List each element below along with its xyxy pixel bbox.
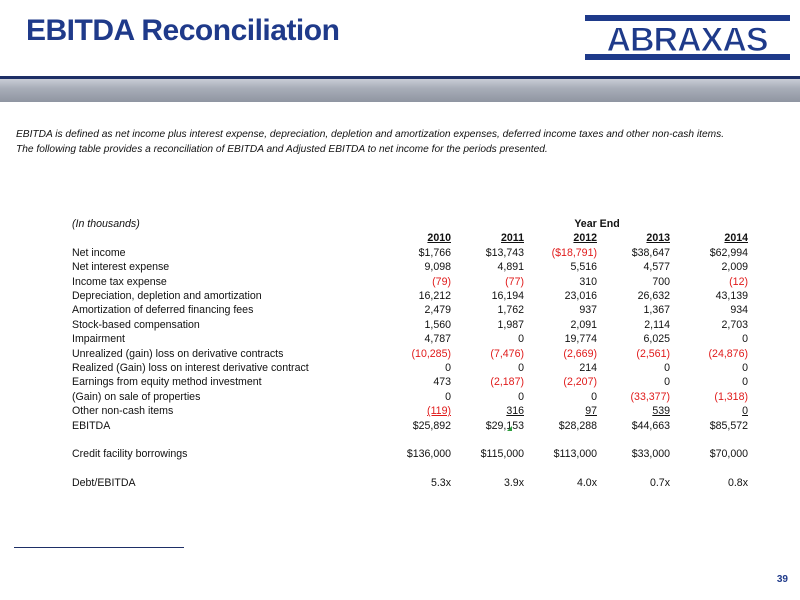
cell-value: $25,892 bbox=[412, 419, 451, 432]
year-header: 2013 bbox=[646, 232, 670, 245]
cell-value: 2,479 bbox=[424, 304, 451, 317]
cell-value: 316 bbox=[506, 405, 524, 418]
row-label: Realized (Gain) loss on interest derivative contract bbox=[72, 362, 309, 375]
cell-value: (10,285) bbox=[411, 347, 451, 360]
table-row bbox=[64, 390, 748, 404]
table-row bbox=[64, 260, 748, 274]
year-header: 2010 bbox=[427, 232, 451, 245]
cell-value: 6,025 bbox=[643, 333, 670, 346]
cell-value: $85,572 bbox=[709, 419, 748, 432]
cell-value: 4,577 bbox=[643, 261, 670, 274]
table-row bbox=[64, 289, 748, 303]
row-label: Credit facility borrowings bbox=[72, 448, 188, 461]
row-label: Income tax expense bbox=[72, 275, 167, 288]
cell-value: 1,367 bbox=[643, 304, 670, 317]
year-header-row bbox=[64, 231, 748, 245]
logo-text: ABRAXAS bbox=[606, 21, 768, 59]
cell-value: 2,703 bbox=[721, 318, 748, 331]
cell-value: $62,994 bbox=[709, 246, 748, 259]
cell-value: 97 bbox=[585, 405, 597, 418]
cell-value: 0 bbox=[664, 362, 670, 375]
cell-value: $1,766 bbox=[418, 246, 451, 259]
cell-value: 0 bbox=[518, 333, 524, 346]
cell-value: (77) bbox=[505, 275, 524, 288]
cell-value: 937 bbox=[579, 304, 597, 317]
row-label: Impairment bbox=[72, 333, 125, 346]
row-label: Other non-cash items bbox=[72, 405, 174, 418]
cell-value: $13,743 bbox=[485, 246, 524, 259]
cell-value: 0 bbox=[742, 333, 748, 346]
cell-value: $33,000 bbox=[631, 448, 670, 461]
cell-value: $29,153 bbox=[485, 419, 524, 432]
row-label: Net income bbox=[72, 246, 126, 259]
cell-value: 2,091 bbox=[570, 318, 597, 331]
page-title: EBITDA Reconciliation bbox=[26, 14, 340, 47]
cell-value: $136,000 bbox=[406, 448, 451, 461]
cell-value: 0.8x bbox=[727, 477, 748, 490]
cell-value: (33,377) bbox=[630, 390, 670, 403]
cell-value: (2,561) bbox=[636, 347, 670, 360]
cell-value: 16,194 bbox=[491, 290, 524, 303]
cell-value: 9,098 bbox=[424, 261, 451, 274]
cell-value: 0 bbox=[742, 405, 748, 418]
cell-value: 0 bbox=[518, 390, 524, 403]
table-row bbox=[64, 246, 748, 260]
cell-value: 473 bbox=[433, 376, 451, 389]
cell-value: 5.3x bbox=[430, 477, 451, 490]
spacer-row bbox=[64, 433, 748, 447]
cell-value: (2,187) bbox=[490, 376, 524, 389]
year-header: 2014 bbox=[724, 232, 748, 245]
cell-value: 19,774 bbox=[564, 333, 597, 346]
cell-value: $115,000 bbox=[480, 448, 524, 461]
table-row bbox=[64, 404, 748, 418]
cell-value: 23,016 bbox=[564, 290, 597, 303]
cell-value: (12) bbox=[729, 275, 748, 288]
cell-value: 16,212 bbox=[418, 290, 451, 303]
cell-value: 2,114 bbox=[644, 318, 670, 331]
cell-value: $38,647 bbox=[631, 246, 670, 259]
intro-line-2: The following table provides a reconciliation of EBITDA and Adjusted EBITDA to net income for the periods presented. bbox=[16, 144, 548, 155]
table-header-row bbox=[64, 217, 748, 231]
cell-value: 4.0x bbox=[576, 477, 597, 490]
row-label: Debt/EBITDA bbox=[72, 477, 136, 490]
table-row bbox=[64, 419, 748, 433]
cell-value: 2,009 bbox=[721, 261, 748, 274]
year-end-header: Year End bbox=[574, 218, 620, 230]
table-row bbox=[64, 318, 748, 332]
cell-value: 5,516 bbox=[570, 261, 597, 274]
cell-value: 26,632 bbox=[637, 290, 670, 303]
row-label: Depreciation, depletion and amortization bbox=[72, 290, 262, 303]
row-label: (Gain) on sale of properties bbox=[72, 390, 201, 403]
cell-value: 0 bbox=[591, 390, 597, 403]
cell-value: 0 bbox=[445, 390, 451, 403]
intro-line-1: EBITDA is defined as net income plus interest expense, depreciation, depletion and amortization expenses, deferred income taxes and other non-cash items. bbox=[16, 129, 725, 140]
header-band bbox=[0, 76, 800, 102]
cell-value: 539 bbox=[652, 405, 670, 418]
footnote-divider bbox=[14, 547, 184, 548]
abraxas-logo bbox=[585, 12, 790, 62]
row-label: Stock-based compensation bbox=[72, 318, 200, 331]
cell-value: 4,787 bbox=[424, 333, 451, 346]
page-number: 39 bbox=[776, 574, 788, 585]
cell-value: (79) bbox=[432, 275, 451, 288]
cell-value: 214 bbox=[579, 362, 597, 375]
row-label: EBITDA bbox=[72, 419, 111, 432]
row-label: Amortization of deferred financing fees bbox=[72, 304, 254, 317]
cell-value: 1,987 bbox=[497, 318, 524, 331]
cell-value: 310 bbox=[579, 275, 597, 288]
table-row bbox=[64, 361, 748, 375]
debt-ebitda-row bbox=[64, 476, 748, 490]
cell-value: $28,288 bbox=[558, 419, 597, 432]
cell-value: 700 bbox=[652, 275, 670, 288]
cell-value: $44,663 bbox=[631, 419, 670, 432]
cell-value: 3.9x bbox=[503, 477, 524, 490]
comment-marker bbox=[507, 426, 512, 431]
cell-value: 1,762 bbox=[497, 304, 524, 317]
row-label: Earnings from equity method investment bbox=[72, 376, 262, 389]
cell-value: 4,891 bbox=[497, 261, 524, 274]
cell-value: (2,207) bbox=[563, 376, 597, 389]
row-label: Unrealized (gain) loss on derivative contracts bbox=[72, 347, 284, 360]
cell-value: 934 bbox=[730, 304, 748, 317]
year-header: 2012 bbox=[573, 232, 597, 245]
table-row bbox=[64, 303, 748, 317]
table-row bbox=[64, 375, 748, 389]
cell-value: (119) bbox=[427, 405, 451, 418]
year-header: 2011 bbox=[501, 232, 524, 245]
cell-value: 43,139 bbox=[715, 290, 748, 303]
cell-value: (24,876) bbox=[708, 347, 748, 360]
cell-value: $113,000 bbox=[553, 448, 597, 461]
credit-borrowings-row bbox=[64, 447, 748, 461]
spacer-row bbox=[64, 462, 748, 476]
cell-value: 0 bbox=[445, 362, 451, 375]
cell-value: 0 bbox=[664, 376, 670, 389]
table-row bbox=[64, 332, 748, 346]
intro-text bbox=[16, 127, 786, 157]
table-row bbox=[64, 275, 748, 289]
cell-value: ($18,791) bbox=[551, 246, 597, 259]
cell-value: (1,318) bbox=[714, 390, 748, 403]
ebitda-reconciliation-table bbox=[64, 217, 748, 491]
cell-value: $70,000 bbox=[709, 448, 748, 461]
cell-value: 0.7x bbox=[649, 477, 670, 490]
cell-value: (7,476) bbox=[490, 347, 524, 360]
cell-value: 0 bbox=[742, 362, 748, 375]
cell-value: (2,669) bbox=[563, 347, 597, 360]
cell-value: 0 bbox=[742, 376, 748, 389]
cell-value: 0 bbox=[518, 362, 524, 375]
table-row bbox=[64, 347, 748, 361]
units-label: (In thousands) bbox=[72, 218, 140, 230]
cell-value: 1,560 bbox=[424, 318, 451, 331]
row-label: Net interest expense bbox=[72, 261, 170, 274]
